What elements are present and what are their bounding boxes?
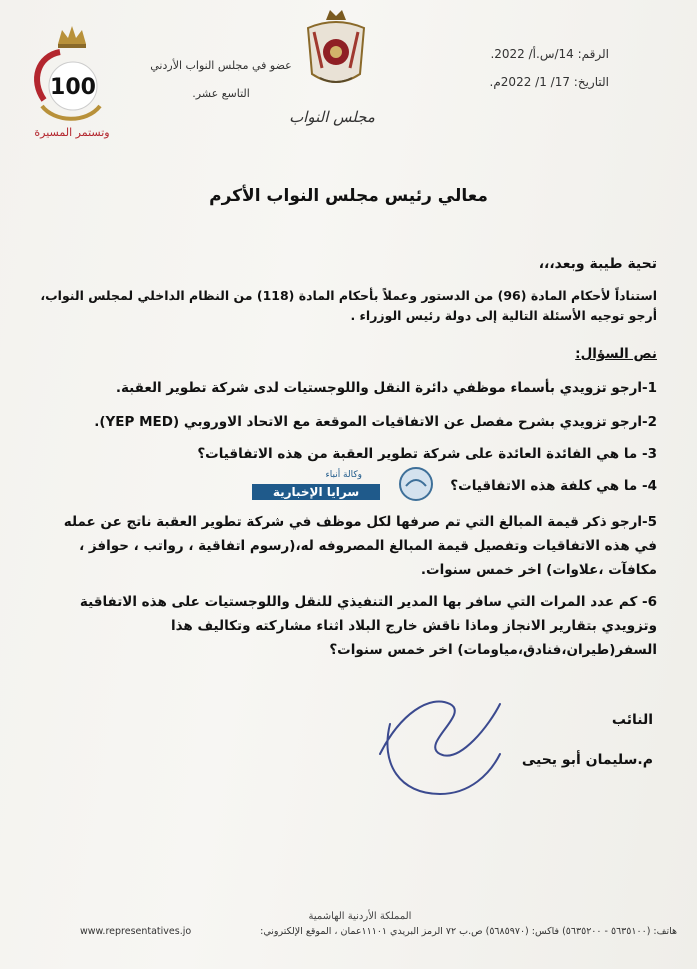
centenary-logo bbox=[24, 22, 120, 140]
crown-icon bbox=[58, 26, 86, 48]
watermark-logo-icon bbox=[398, 466, 434, 502]
reference-block bbox=[490, 40, 609, 96]
intro-paragraph: استناداً لأحكام المادة (96) من الدستور وعملاً بأحكام المادة (118) من النظام الداخلي لمجلس النواب، أرجو توجيه الأسئلة التالية إلى دولة رئيس الوزراء . bbox=[40, 288, 657, 323]
signature-title: النائب bbox=[611, 712, 653, 728]
question-5: 5-ارجو ذكر قيمة المبالغ التي تم صرفها لكل موظف في شركة تطوير العقبة ناتج عن عمله في هذه الاتفاقيات وتفصيل قيمة المبالغ المصروفه له،(رسوم اتفاقية ، رواتب ، حوافز ، مكافآت ،علاوات) اخر خمس سنوات. bbox=[63, 514, 657, 578]
addressee: معالي رئيس مجلس النواب الأكرم bbox=[209, 186, 488, 206]
questions-title: نص السؤال: bbox=[575, 346, 657, 362]
watermark-main-text: سرايا الإخبارية bbox=[252, 484, 380, 500]
svg-text:100: 100 bbox=[50, 75, 96, 100]
question-3: 3- ما هي الفائدة العائدة على شركة تطوير العقبة من هذه الاتفاقيات؟ bbox=[197, 446, 657, 462]
member-line-1: عضو في مجلس النواب الأردني bbox=[150, 59, 292, 72]
greeting: تحية طيبة وبعد،،، bbox=[538, 256, 657, 272]
watermark-top-text: وكالة أنباء bbox=[325, 470, 362, 480]
footer-website-link[interactable]: www.representatives.jo bbox=[80, 926, 192, 937]
footer-emblem bbox=[270, 906, 450, 924]
svg-text:مجلس النواب: مجلس النواب bbox=[289, 108, 375, 126]
member-title bbox=[146, 52, 296, 108]
question-2: 2-ارجو تزويدي بشرح مفصل عن الاتفاقيات الموقعة مع الاتحاد الاوروبي (YEP MED). bbox=[94, 414, 657, 430]
svg-text:وتستمر المسيرة: وتستمر المسيرة bbox=[34, 126, 110, 139]
question-4: 4- ما هي كلفة هذه الاتفاقيات؟ bbox=[450, 478, 657, 494]
member-line-2: التاسع عشر. bbox=[192, 87, 250, 100]
handwritten-signature bbox=[360, 684, 510, 804]
question-6: 6- كم عدد المرات التي سافر بها المدير التنفيذي للنقل واللوجستيات على هذه الاتفاقية وتزويدي بتقارير الانجاز وماذا ناقش خارج البلاد اثناء مشاركته وتكاليف هذا السفر(طيران،فنادق،مياومات) اخر خمس سنوات؟ bbox=[79, 594, 657, 658]
question-1: 1-ارجو تزويدي بأسماء موظفي دائرة النقل واللوجستيات لدى شركة تطوير العقبة. bbox=[115, 380, 657, 396]
signature-name: م.سليمان أبو يحيى bbox=[521, 752, 653, 768]
jordan-coat-of-arms-icon bbox=[300, 8, 372, 90]
reference-number: الرقم: 14/س.أ/ 2022. bbox=[490, 47, 609, 61]
footer-contact: هاتف: (٥٦٣٥١٠٠ - ٥٦٣٥٢٠٠) فاكس: (٥٦٨٥٩٧٠) ص.ب ٧٢ الرمز البريدي ١١١٠١عمان ، الموقع الإلكتروني: bbox=[260, 926, 677, 937]
svg-text:المملكة الأردنية الهاشمية: المملكة الأردنية الهاشمية bbox=[308, 911, 412, 922]
council-signature bbox=[289, 100, 375, 130]
letter-date: التاريخ: 17/ 1/ 2022م. bbox=[489, 75, 609, 89]
